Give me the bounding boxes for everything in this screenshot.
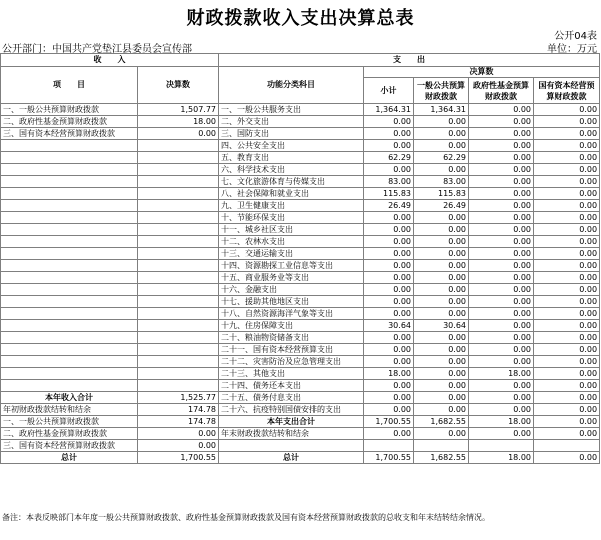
table-row	[1, 284, 600, 296]
income-value	[138, 296, 219, 308]
income-value: 0.00	[138, 428, 219, 440]
gov-fund-value: 0.00	[469, 116, 534, 128]
state-capital-value: 0.00	[534, 140, 600, 152]
income-item	[1, 332, 138, 344]
subtotal-value: 0.00	[364, 296, 414, 308]
general-value: 0.00	[414, 356, 469, 368]
state-capital-value: 0.00	[534, 236, 600, 248]
income-item: 年初财政拨款结转和结余	[1, 404, 138, 416]
subtotal-value: 115.83	[364, 188, 414, 200]
income-value	[138, 272, 219, 284]
general-value: 1,682.55	[414, 416, 469, 428]
gov-fund-value: 0.00	[469, 392, 534, 404]
income-item	[1, 344, 138, 356]
table-row	[1, 188, 600, 200]
state-capital-value: 0.00	[534, 104, 600, 116]
gov-fund-value: 0.00	[469, 320, 534, 332]
expense-item: 四、公共安全支出	[219, 140, 364, 152]
expense-header: 支 出	[219, 54, 600, 67]
income-item	[1, 320, 138, 332]
gov-fund-value: 0.00	[469, 284, 534, 296]
state-capital-value: 0.00	[534, 272, 600, 284]
income-item	[1, 152, 138, 164]
gov-fund-value: 0.00	[469, 140, 534, 152]
income-item	[1, 356, 138, 368]
gov-fund-header: 政府性基金预算财政拨款	[469, 78, 534, 104]
table-row	[1, 452, 600, 464]
subtotal-value: 0.00	[364, 332, 414, 344]
subtotal-value: 83.00	[364, 176, 414, 188]
state-capital-value: 0.00	[534, 260, 600, 272]
general-value: 0.00	[414, 140, 469, 152]
gov-fund-value: 0.00	[469, 272, 534, 284]
general-value: 0.00	[414, 260, 469, 272]
income-value: 1,507.77	[138, 104, 219, 116]
table-row	[1, 236, 600, 248]
expense-item: 本年支出合计	[219, 416, 364, 428]
income-item	[1, 164, 138, 176]
subtotal-value: 0.00	[364, 404, 414, 416]
income-value	[138, 188, 219, 200]
general-value: 0.00	[414, 248, 469, 260]
report-title: 财政拨款收入支出决算总表	[186, 8, 415, 29]
subtotal-value: 30.64	[364, 320, 414, 332]
income-value	[138, 320, 219, 332]
expense-item: 十九、住房保障支出	[219, 320, 364, 332]
expense-item: 六、科学技术支出	[219, 164, 364, 176]
income-header: 收 入	[1, 54, 219, 67]
subtotal-value: 0.00	[364, 164, 414, 176]
state-capital-value: 0.00	[534, 428, 600, 440]
gov-fund-value: 18.00	[469, 368, 534, 380]
table-row	[1, 260, 600, 272]
general-value: 0.00	[414, 380, 469, 392]
department-label: 公开部门：中国共产党垫江县委员会宣传部	[2, 44, 192, 55]
subtotal-value: 0.00	[364, 344, 414, 356]
state-capital-value: 0.00	[534, 392, 600, 404]
gov-fund-value: 0.00	[469, 296, 534, 308]
expense-item: 年末财政拨款结转和结余	[219, 428, 364, 440]
table-row	[1, 272, 600, 284]
state-capital-value: 0.00	[534, 188, 600, 200]
general-value: 0.00	[414, 116, 469, 128]
state-capital-value: 0.00	[534, 212, 600, 224]
table-row	[1, 404, 600, 416]
final-group-header: 决算数	[364, 67, 600, 78]
income-item: 总计	[1, 452, 138, 464]
subtotal-value: 62.29	[364, 152, 414, 164]
income-item: 一、一般公共预算财政拨款	[1, 104, 138, 116]
expense-item: 十一、城乡社区支出	[219, 224, 364, 236]
subtotal-value: 0.00	[364, 260, 414, 272]
expense-item: 二十一、国有资本经营预算支出	[219, 344, 364, 356]
expense-item: 二十三、其他支出	[219, 368, 364, 380]
gov-fund-value: 0.00	[469, 128, 534, 140]
general-value: 0.00	[414, 128, 469, 140]
gov-fund-value: 0.00	[469, 188, 534, 200]
expense-item: 十六、金融支出	[219, 284, 364, 296]
gov-fund-value: 0.00	[469, 308, 534, 320]
gov-fund-value: 0.00	[469, 212, 534, 224]
general-value: 0.00	[414, 392, 469, 404]
expense-item: 五、教育支出	[219, 152, 364, 164]
state-capital-value: 0.00	[534, 452, 600, 464]
income-item: 二、政府性基金预算财政拨款	[1, 428, 138, 440]
income-item: 一、一般公共预算财政拨款	[1, 416, 138, 428]
income-value	[138, 224, 219, 236]
income-item	[1, 272, 138, 284]
expense-item: 七、文化旅游体育与传媒支出	[219, 176, 364, 188]
table-row	[1, 128, 600, 140]
expense-item: 二、外交支出	[219, 116, 364, 128]
state-capital-value: 0.00	[534, 248, 600, 260]
gov-fund-value: 0.00	[469, 152, 534, 164]
gov-fund-value: 0.00	[469, 104, 534, 116]
income-item	[1, 176, 138, 188]
general-value: 1,682.55	[414, 452, 469, 464]
subtotal-value: 1,364.31	[364, 104, 414, 116]
table-row	[1, 140, 600, 152]
general-header: 一般公共预算财政拨款	[414, 78, 469, 104]
subtotal-header: 小计	[364, 78, 414, 104]
subtotal-value: 0.00	[364, 224, 414, 236]
table-row	[1, 308, 600, 320]
gov-fund-value: 0.00	[469, 356, 534, 368]
income-value	[138, 236, 219, 248]
gov-fund-value: 0.00	[469, 344, 534, 356]
general-value: 30.64	[414, 320, 469, 332]
general-value: 115.83	[414, 188, 469, 200]
general-value: 0.00	[414, 344, 469, 356]
income-item	[1, 368, 138, 380]
gov-fund-value: 0.00	[469, 428, 534, 440]
expense-item: 九、卫生健康支出	[219, 200, 364, 212]
income-value: 174.78	[138, 404, 219, 416]
subtotal-value: 0.00	[364, 140, 414, 152]
income-value: 1,525.77	[138, 392, 219, 404]
general-value: 1,364.31	[414, 104, 469, 116]
expense-item: 十五、商业服务业等支出	[219, 272, 364, 284]
income-value	[138, 176, 219, 188]
gov-fund-value: 0.00	[469, 200, 534, 212]
form-number: 公开04表	[554, 31, 597, 42]
expense-item: 总计	[219, 452, 364, 464]
income-value: 1,700.55	[138, 452, 219, 464]
income-value	[138, 284, 219, 296]
gov-fund-value: 0.00	[469, 164, 534, 176]
income-value	[138, 212, 219, 224]
state-capital-value: 0.00	[534, 344, 600, 356]
subtotal-value: 0.00	[364, 272, 414, 284]
income-value	[138, 308, 219, 320]
income-value	[138, 164, 219, 176]
income-item	[1, 380, 138, 392]
income-item	[1, 200, 138, 212]
expense-item: 八、社会保障和就业支出	[219, 188, 364, 200]
table-row	[1, 440, 600, 452]
general-value: 26.49	[414, 200, 469, 212]
state-capital-value: 0.00	[534, 416, 600, 428]
general-value: 0.00	[414, 308, 469, 320]
expense-item: 二十二、灾害防治及应急管理支出	[219, 356, 364, 368]
general-value: 0.00	[414, 428, 469, 440]
income-item	[1, 236, 138, 248]
expense-item: 一、一般公共服务支出	[219, 104, 364, 116]
gov-fund-value: 0.00	[469, 404, 534, 416]
general-value: 0.00	[414, 296, 469, 308]
gov-fund-value: 18.00	[469, 416, 534, 428]
gov-fund-value	[469, 440, 534, 452]
income-value: 0.00	[138, 128, 219, 140]
expense-item: 三、国防支出	[219, 128, 364, 140]
income-value	[138, 248, 219, 260]
subtotal-value: 0.00	[364, 284, 414, 296]
income-value	[138, 368, 219, 380]
state-capital-value: 0.00	[534, 164, 600, 176]
subtotal-value: 1,700.55	[364, 452, 414, 464]
state-capital-value: 0.00	[534, 320, 600, 332]
table-row	[1, 152, 600, 164]
final-accounts-table	[0, 53, 600, 464]
subtotal-value: 0.00	[364, 248, 414, 260]
expense-item: 十三、交通运输支出	[219, 248, 364, 260]
general-value: 0.00	[414, 284, 469, 296]
expense-item: 十、节能环保支出	[219, 212, 364, 224]
income-value	[138, 260, 219, 272]
income-item	[1, 284, 138, 296]
table-row	[1, 416, 600, 428]
subtotal-value	[364, 440, 414, 452]
table-row	[1, 332, 600, 344]
subtotal-value: 0.00	[364, 428, 414, 440]
income-value	[138, 380, 219, 392]
expense-item: 二十、粮油物资储备支出	[219, 332, 364, 344]
state-capital-value: 0.00	[534, 176, 600, 188]
general-value: 0.00	[414, 224, 469, 236]
income-value	[138, 140, 219, 152]
general-value	[414, 440, 469, 452]
table-row	[1, 368, 600, 380]
subtotal-value: 0.00	[364, 308, 414, 320]
expense-item: 十四、资源勘探工业信息等支出	[219, 260, 364, 272]
income-value: 18.00	[138, 116, 219, 128]
table-row	[1, 380, 600, 392]
table-row	[1, 320, 600, 332]
income-item: 二、政府性基金预算财政拨款	[1, 116, 138, 128]
gov-fund-value: 0.00	[469, 236, 534, 248]
table-row	[1, 164, 600, 176]
income-value: 0.00	[138, 440, 219, 452]
expense-item: 十二、农林水支出	[219, 236, 364, 248]
state-capital-value: 0.00	[534, 224, 600, 236]
unit-label: 单位：万元	[547, 44, 597, 55]
gov-fund-value: 0.00	[469, 176, 534, 188]
expense-item: 二十六、抗疫特别国债安排的支出	[219, 404, 364, 416]
income-item	[1, 248, 138, 260]
subtotal-value: 0.00	[364, 212, 414, 224]
expense-item: 二十五、债务付息支出	[219, 392, 364, 404]
subtotal-value: 0.00	[364, 116, 414, 128]
gov-fund-value: 0.00	[469, 380, 534, 392]
gov-fund-value: 18.00	[469, 452, 534, 464]
state-capital-value	[534, 440, 600, 452]
income-item	[1, 140, 138, 152]
func-item-header: 功能分类科目	[219, 67, 364, 104]
table-row	[1, 224, 600, 236]
general-value: 0.00	[414, 272, 469, 284]
state-capital-value: 0.00	[534, 404, 600, 416]
expense-item: 十七、援助其他地区支出	[219, 296, 364, 308]
income-value	[138, 200, 219, 212]
income-value	[138, 356, 219, 368]
gov-fund-value: 0.00	[469, 224, 534, 236]
income-value	[138, 332, 219, 344]
item-header: 项 目	[1, 67, 138, 104]
state-capital-value: 0.00	[534, 296, 600, 308]
table-row	[1, 212, 600, 224]
subtotal-value: 26.49	[364, 200, 414, 212]
general-value: 0.00	[414, 404, 469, 416]
state-capital-value: 0.00	[534, 332, 600, 344]
table-row	[1, 116, 600, 128]
table-row	[1, 104, 600, 116]
general-value: 0.00	[414, 236, 469, 248]
expense-item: 十八、自然资源海洋气象等支出	[219, 308, 364, 320]
income-item	[1, 308, 138, 320]
table-row	[1, 176, 600, 188]
gov-fund-value: 0.00	[469, 260, 534, 272]
state-capital-value: 0.00	[534, 356, 600, 368]
footnote: 备注：本表反映部门本年度一般公共预算财政拨款、政府性基金预算财政拨款及国有资本经营预算财政拨款的总收支和年末结转结余情况。	[2, 513, 490, 522]
subtotal-value: 0.00	[364, 128, 414, 140]
income-item	[1, 260, 138, 272]
state-capital-value: 0.00	[534, 380, 600, 392]
income-item: 本年收入合计	[1, 392, 138, 404]
general-value: 0.00	[414, 332, 469, 344]
subtotal-value: 18.00	[364, 368, 414, 380]
state-capital-header: 国有资本经营预算财政拨款	[534, 78, 600, 104]
gov-fund-value: 0.00	[469, 248, 534, 260]
table-row	[1, 296, 600, 308]
table-row	[1, 356, 600, 368]
state-capital-value: 0.00	[534, 200, 600, 212]
expense-item	[219, 440, 364, 452]
expense-item: 二十四、债务还本支出	[219, 380, 364, 392]
state-capital-value: 0.00	[534, 116, 600, 128]
state-capital-value: 0.00	[534, 284, 600, 296]
income-item	[1, 224, 138, 236]
income-value: 174.78	[138, 416, 219, 428]
gov-fund-value: 0.00	[469, 332, 534, 344]
state-capital-value: 0.00	[534, 152, 600, 164]
income-item	[1, 296, 138, 308]
income-item	[1, 212, 138, 224]
income-item	[1, 188, 138, 200]
general-value: 0.00	[414, 368, 469, 380]
subtotal-value: 0.00	[364, 380, 414, 392]
table-row	[1, 344, 600, 356]
table-row	[1, 428, 600, 440]
general-value: 0.00	[414, 212, 469, 224]
general-value: 0.00	[414, 164, 469, 176]
budget-header: 决算数	[138, 67, 219, 104]
state-capital-value: 0.00	[534, 368, 600, 380]
state-capital-value: 0.00	[534, 308, 600, 320]
income-item: 三、国有资本经营预算财政拨款	[1, 128, 138, 140]
income-value	[138, 152, 219, 164]
table-row	[1, 200, 600, 212]
general-value: 83.00	[414, 176, 469, 188]
state-capital-value: 0.00	[534, 128, 600, 140]
subtotal-value: 0.00	[364, 236, 414, 248]
subtotal-value: 1,700.55	[364, 416, 414, 428]
table-row	[1, 248, 600, 260]
subtotal-value: 0.00	[364, 392, 414, 404]
table-row	[1, 392, 600, 404]
income-item: 三、国有资本经营预算财政拨款	[1, 440, 138, 452]
income-value	[138, 344, 219, 356]
general-value: 62.29	[414, 152, 469, 164]
subtotal-value: 0.00	[364, 356, 414, 368]
